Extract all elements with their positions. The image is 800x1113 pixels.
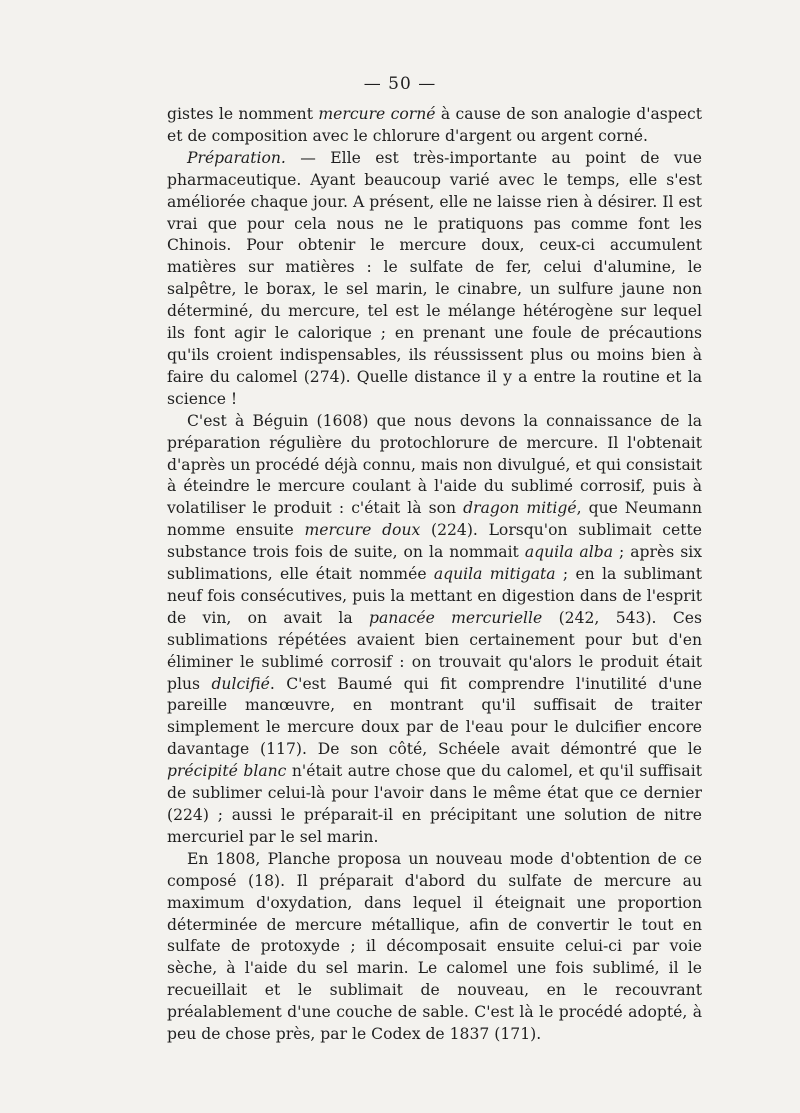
italic-text: dragon mitigé [463,499,577,518]
text-run: (224). Lorsqu'on sublimait cette substance trois fois de suite, on la nommait [167,521,702,562]
paragraph [167,148,702,411]
text-run: à cause de son analogie d'aspect et de composition avec le chlorure d'argent ou argent corné. [167,105,702,145]
text-run: ; en la sublimant neuf fois consécutives, puis la mettant en digestion dans de l'esprit de vin, on avait la [167,565,702,627]
italic-text: aquila mitigata [433,565,556,584]
text-run: ; après six sublimations, elle était nommée [167,543,703,584]
italic-text: précipité blanc [167,762,287,781]
text-run: gistes le nomment [167,105,319,123]
italic-text: aquila alba [524,543,613,562]
paragraph [167,104,702,148]
italic-text: panacée mercurielle [369,608,543,627]
text-run: . C'est Baumé qui fit comprendre l'inutilité d'une pareille manœuvre, en montrant qu'il suffisait de traiter simplement le mercure doux par de l'eau pour le dulcifier encore davantage (117). De son côté, Schéele avait démontré que le [167,674,702,759]
text-run: En 1808, Planche proposa un nouveau mode d'obtention de ce composé (18). Il préparait d'abord du sulfate de mercure au maximum d'oxydation, dans lequel il éteignait une proportion déterminée de mercure métallique, afin de convertir le tout en sulfate de protoxyde ; il décomposait ensuite celui-ci par voie sèche, à l'aide du sel marin. Le calomel une fois sublimé, il le recueillait et le sublimait de nouveau, en le recouvrant préalablement d'une couche de sable. C'est là le procédé adopté, à peu de chose près, par le Codex de 1837 (171). [167,849,702,1044]
text-run: , que Neumann nomme ensuite [167,499,703,540]
italic-text: mercure doux [304,521,421,540]
paragraph [167,849,702,1046]
text-run: — Elle est très-importante au point de vue pharmaceutique. Ayant beaucoup varié avec le temps, elle s'est améliorée chaque jour. A présent, elle ne laisse rien à désirer. Il est vrai que pour cela nous ne le pratiquons pas comme font les Chinois. Pour obtenir le mercure doux, ceux-ci accumulent matières sur matières : le sulfate de fer, celui d'alumine, le salpêtre, le borax, le sel marin, le cinabre, un sulfure jaune non déterminé, du mercure, tel est le mélange hétérogène sur lequel ils font agir le calorique ; en prenant une foule de précautions qu'ils croient indispensables, ils réussissent plus ou moins bien à faire du calomel (274). Quelle distance il y a entre la routine et la science ! [167,148,702,408]
page-number: — 50 — [363,74,437,94]
paragraph [167,411,702,849]
italic-text: Préparation. [187,148,286,167]
text-run: n'était autre chose que du calomel, et qu'il suffisait de sublimer celui-là pour l'avoir dans le même état que ce dernier (224) ; aussi le préparait-il en précipitant une solution de nitre mercuriel par le sel marin. [167,762,702,846]
text-run: C'est à Béguin (1608) que nous devons la connaissance de la préparation régulière du protochlorure de mercure. Il l'obtenait d'après un procédé déjà connu, mais non divulgué, et qui consistait à éteindre le mercure coulant à l'aide du sublimé corrosif, puis à volatiliser le produit : c'était là son [167,411,702,518]
text-run: (242, 543). Ces sublimations répétées avaient bien certainement pour but d'en éliminer le sublimé corrosif : on trouvait qu'alors le produit était plus [167,608,702,693]
body-text [167,104,702,1046]
italic-text: dulcifié [211,674,270,693]
italic-text: mercure corné [318,105,436,123]
